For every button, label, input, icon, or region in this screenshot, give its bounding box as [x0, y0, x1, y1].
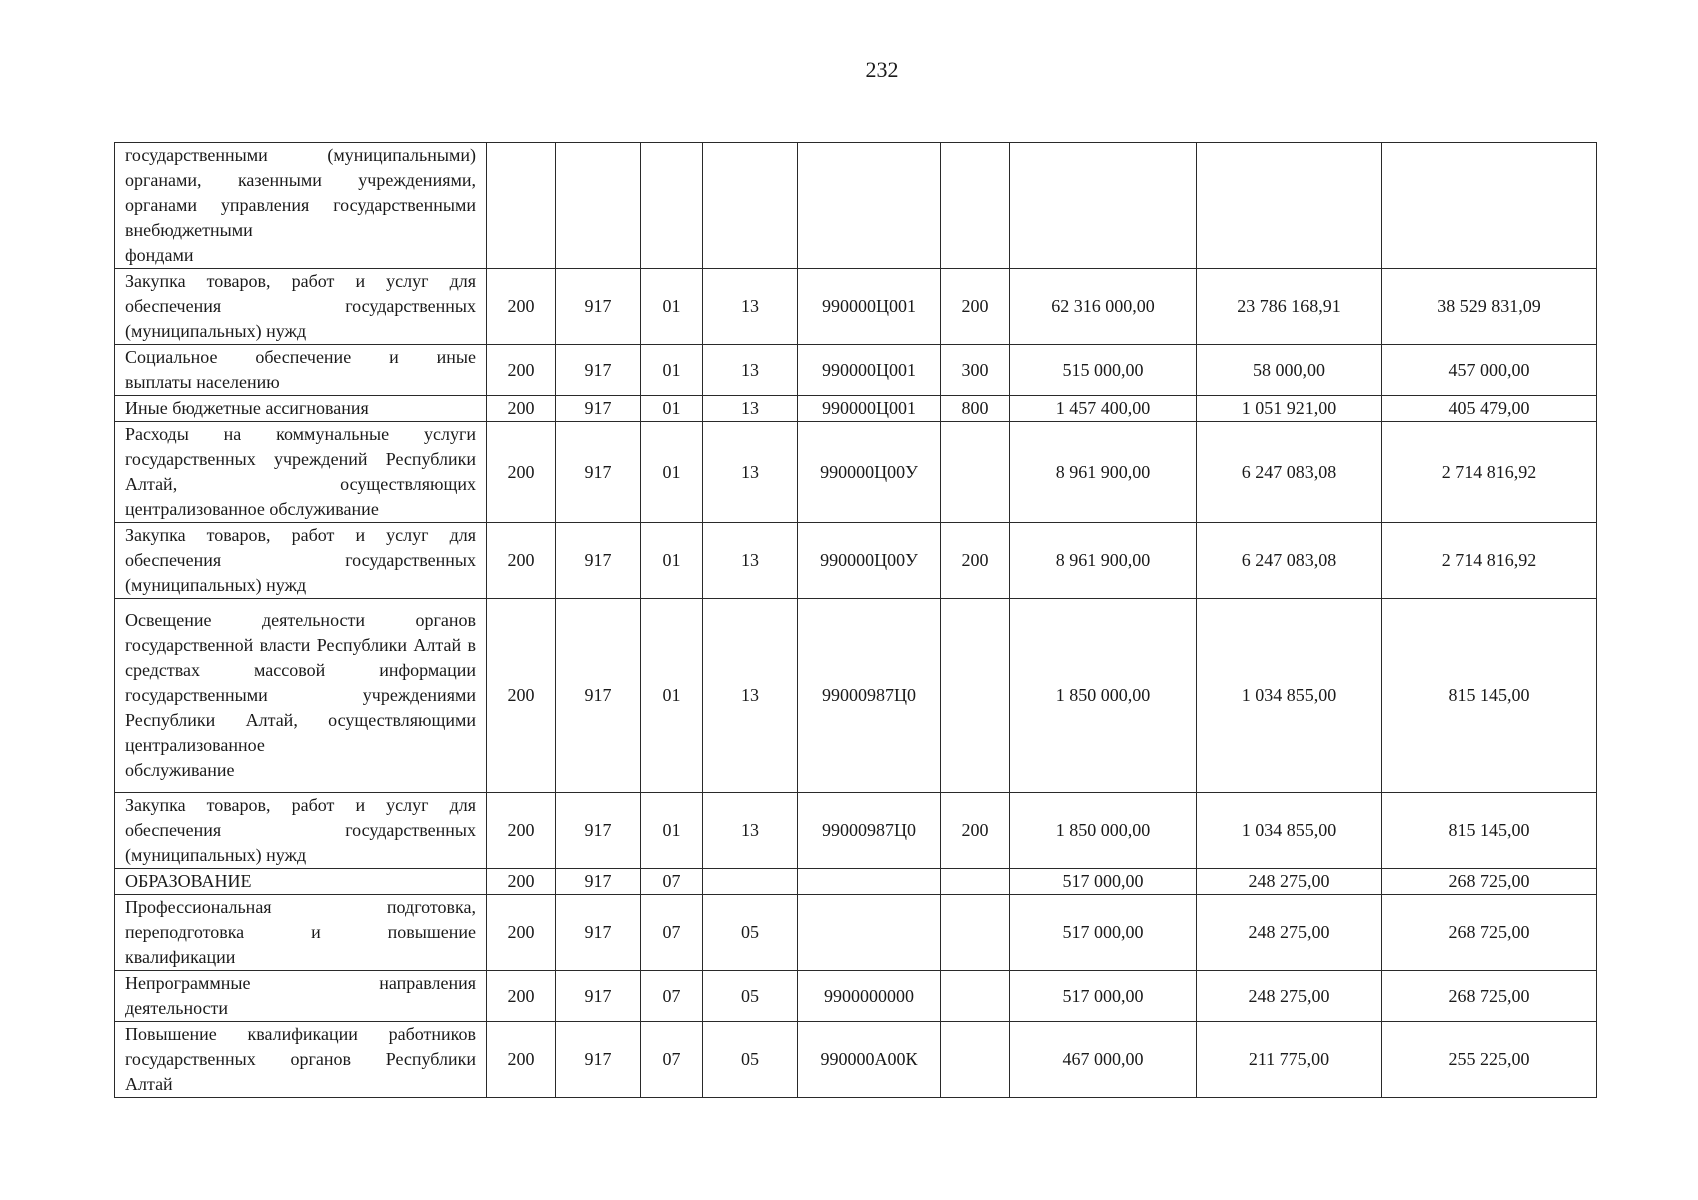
- cell-plan: 467 000,00: [1010, 1022, 1197, 1098]
- cell-subsection: 13: [703, 269, 798, 345]
- row-name-cell: [115, 143, 487, 269]
- cell-remainder: 815 145,00: [1382, 793, 1597, 869]
- cell-remainder: 2 714 816,92: [1382, 422, 1597, 523]
- cell-target-article: [798, 895, 941, 971]
- cell-subsection: 05: [703, 895, 798, 971]
- cell-section: 07: [641, 895, 703, 971]
- cell-section: 07: [641, 1022, 703, 1098]
- cell-section: 01: [641, 396, 703, 422]
- cell-admin: 200: [487, 971, 556, 1022]
- cell-plan: 1 457 400,00: [1010, 396, 1197, 422]
- cell-subsection: 13: [703, 422, 798, 523]
- table-row: [115, 422, 1597, 523]
- cell-target-article: 990000А00К: [798, 1022, 941, 1098]
- table-row: [115, 345, 1597, 396]
- cell-section: 01: [641, 793, 703, 869]
- cell-executed: 211 775,00: [1197, 1022, 1382, 1098]
- table-row: [115, 1022, 1597, 1098]
- cell-plan: 1 850 000,00: [1010, 793, 1197, 869]
- cell-target-article: 990000Ц001: [798, 345, 941, 396]
- cell-executed: 248 275,00: [1197, 971, 1382, 1022]
- cell-admin: 200: [487, 1022, 556, 1098]
- cell-subsection: 05: [703, 1022, 798, 1098]
- table-row: [115, 599, 1597, 793]
- table-row: [115, 396, 1597, 422]
- cell-target-article: 99000987Ц0: [798, 793, 941, 869]
- cell-executed: [1197, 143, 1382, 269]
- cell-target-article: 99000987Ц0: [798, 599, 941, 793]
- cell-plan: [1010, 143, 1197, 269]
- cell-plan: 62 316 000,00: [1010, 269, 1197, 345]
- cell-executed: 23 786 168,91: [1197, 269, 1382, 345]
- cell-ministry: 917: [556, 895, 641, 971]
- row-name-cell: [115, 869, 487, 895]
- cell-ministry: 917: [556, 396, 641, 422]
- row-name-cell: [115, 269, 487, 345]
- cell-executed: 1 034 855,00: [1197, 793, 1382, 869]
- row-name-text: Иные бюджетные ассигнования: [125, 398, 369, 418]
- cell-executed: 6 247 083,08: [1197, 523, 1382, 599]
- cell-admin: 200: [487, 396, 556, 422]
- cell-plan: 1 850 000,00: [1010, 599, 1197, 793]
- row-name-text: Закупка товаров, работ и услуг для обеспечения государственных: [125, 271, 476, 316]
- cell-subsection: [703, 143, 798, 269]
- row-name-text: Непрограммные направления: [125, 973, 476, 993]
- cell-admin: 200: [487, 869, 556, 895]
- row-name-text: ОБРАЗОВАНИЕ: [125, 871, 252, 891]
- cell-ministry: 917: [556, 1022, 641, 1098]
- row-name-text: Закупка товаров, работ и услуг для обеспечения государственных: [125, 795, 476, 840]
- row-name-last-line: квалификации: [125, 947, 236, 967]
- cell-ministry: 917: [556, 971, 641, 1022]
- cell-section: 01: [641, 269, 703, 345]
- table-row: [115, 971, 1597, 1022]
- row-name-text: Освещение деятельности органов государственной власти Республики Алтай в средствах массовой информации государственными учреждениями Республики Алтай, осуществляющими централизованное: [125, 610, 476, 755]
- row-name-text: Повышение квалификации работников государственных органов Республики: [125, 1024, 476, 1069]
- cell-plan: 517 000,00: [1010, 869, 1197, 895]
- cell-executed: 1 034 855,00: [1197, 599, 1382, 793]
- cell-remainder: 268 725,00: [1382, 895, 1597, 971]
- cell-plan: 517 000,00: [1010, 971, 1197, 1022]
- row-name-last-line: (муниципальных) нужд: [125, 321, 307, 341]
- row-name-last-line: централизованное обслуживание: [125, 499, 379, 519]
- table-row: [115, 143, 1597, 269]
- row-name-last-line: (муниципальных) нужд: [125, 575, 307, 595]
- cell-plan: 517 000,00: [1010, 895, 1197, 971]
- cell-expense-type: [941, 599, 1010, 793]
- cell-target-article: 990000Ц001: [798, 269, 941, 345]
- cell-executed: 1 051 921,00: [1197, 396, 1382, 422]
- row-name-cell: [115, 422, 487, 523]
- row-name-cell: [115, 396, 487, 422]
- row-name-last-line: выплаты населению: [125, 372, 280, 392]
- budget-table-body: [115, 143, 1597, 1098]
- row-name-cell: [115, 971, 487, 1022]
- cell-expense-type: [941, 422, 1010, 523]
- cell-target-article: [798, 143, 941, 269]
- cell-section: 01: [641, 599, 703, 793]
- table-row: [115, 895, 1597, 971]
- cell-remainder: 255 225,00: [1382, 1022, 1597, 1098]
- cell-admin: 200: [487, 422, 556, 523]
- row-name-text: Расходы на коммунальные услуги государственных учреждений Республики Алтай, осуществляющих: [125, 424, 476, 494]
- cell-remainder: 405 479,00: [1382, 396, 1597, 422]
- page-number: 232: [865, 57, 899, 82]
- cell-executed: 248 275,00: [1197, 869, 1382, 895]
- cell-target-article: 990000Ц001: [798, 396, 941, 422]
- cell-section: 01: [641, 523, 703, 599]
- cell-executed: 58 000,00: [1197, 345, 1382, 396]
- cell-expense-type: [941, 869, 1010, 895]
- row-name-cell: [115, 1022, 487, 1098]
- cell-expense-type: 800: [941, 396, 1010, 422]
- cell-admin: [487, 143, 556, 269]
- cell-expense-type: 200: [941, 269, 1010, 345]
- cell-ministry: 917: [556, 869, 641, 895]
- table-row: [115, 269, 1597, 345]
- cell-target-article: 990000Ц00У: [798, 422, 941, 523]
- cell-ministry: 917: [556, 269, 641, 345]
- row-name-cell: [115, 345, 487, 396]
- cell-target-article: 990000Ц00У: [798, 523, 941, 599]
- row-name-last-line: фондами: [125, 245, 194, 265]
- cell-subsection: 05: [703, 971, 798, 1022]
- cell-subsection: 13: [703, 793, 798, 869]
- table-row: [115, 523, 1597, 599]
- row-name-text: Закупка товаров, работ и услуг для обеспечения государственных: [125, 525, 476, 570]
- cell-remainder: 457 000,00: [1382, 345, 1597, 396]
- cell-subsection: [703, 869, 798, 895]
- cell-section: [641, 143, 703, 269]
- row-name-text: Социальное обеспечение и иные: [125, 347, 476, 367]
- row-name-text: Профессиональная подготовка, переподготовка и повышение: [125, 897, 476, 942]
- cell-section: 07: [641, 971, 703, 1022]
- row-name-text: государственными (муниципальными) органами, казенными учреждениями, органами управления государственными внебюджетными: [125, 145, 476, 240]
- cell-subsection: 13: [703, 523, 798, 599]
- cell-ministry: 917: [556, 422, 641, 523]
- cell-remainder: [1382, 143, 1597, 269]
- cell-admin: 200: [487, 269, 556, 345]
- cell-admin: 200: [487, 523, 556, 599]
- cell-expense-type: 200: [941, 793, 1010, 869]
- cell-section: 01: [641, 345, 703, 396]
- cell-admin: 200: [487, 793, 556, 869]
- cell-admin: 200: [487, 895, 556, 971]
- cell-subsection: 13: [703, 599, 798, 793]
- cell-ministry: 917: [556, 599, 641, 793]
- cell-remainder: 38 529 831,09: [1382, 269, 1597, 345]
- cell-expense-type: [941, 971, 1010, 1022]
- cell-section: 01: [641, 422, 703, 523]
- row-name-last-line: (муниципальных) нужд: [125, 845, 307, 865]
- cell-ministry: [556, 143, 641, 269]
- row-name-last-line: Алтай: [125, 1074, 173, 1094]
- cell-target-article: [798, 869, 941, 895]
- table-row: [115, 793, 1597, 869]
- cell-section: 07: [641, 869, 703, 895]
- cell-remainder: 815 145,00: [1382, 599, 1597, 793]
- row-name-last-line: обслуживание: [125, 760, 235, 780]
- cell-subsection: 13: [703, 345, 798, 396]
- cell-plan: 515 000,00: [1010, 345, 1197, 396]
- cell-ministry: 917: [556, 523, 641, 599]
- cell-expense-type: 300: [941, 345, 1010, 396]
- cell-expense-type: 200: [941, 523, 1010, 599]
- cell-ministry: 917: [556, 345, 641, 396]
- cell-remainder: 268 725,00: [1382, 869, 1597, 895]
- cell-plan: 8 961 900,00: [1010, 523, 1197, 599]
- cell-admin: 200: [487, 599, 556, 793]
- cell-executed: 6 247 083,08: [1197, 422, 1382, 523]
- row-name-cell: [115, 599, 487, 793]
- cell-target-article: 9900000000: [798, 971, 941, 1022]
- cell-subsection: 13: [703, 396, 798, 422]
- cell-plan: 8 961 900,00: [1010, 422, 1197, 523]
- cell-remainder: 268 725,00: [1382, 971, 1597, 1022]
- cell-remainder: 2 714 816,92: [1382, 523, 1597, 599]
- row-name-cell: [115, 523, 487, 599]
- row-name-cell: [115, 793, 487, 869]
- cell-expense-type: [941, 1022, 1010, 1098]
- row-name-cell: [115, 895, 487, 971]
- cell-executed: 248 275,00: [1197, 895, 1382, 971]
- cell-admin: 200: [487, 345, 556, 396]
- cell-ministry: 917: [556, 793, 641, 869]
- table-row: [115, 869, 1597, 895]
- row-name-last-line: деятельности: [125, 998, 229, 1018]
- budget-table: [114, 142, 1597, 1098]
- cell-expense-type: [941, 895, 1010, 971]
- cell-expense-type: [941, 143, 1010, 269]
